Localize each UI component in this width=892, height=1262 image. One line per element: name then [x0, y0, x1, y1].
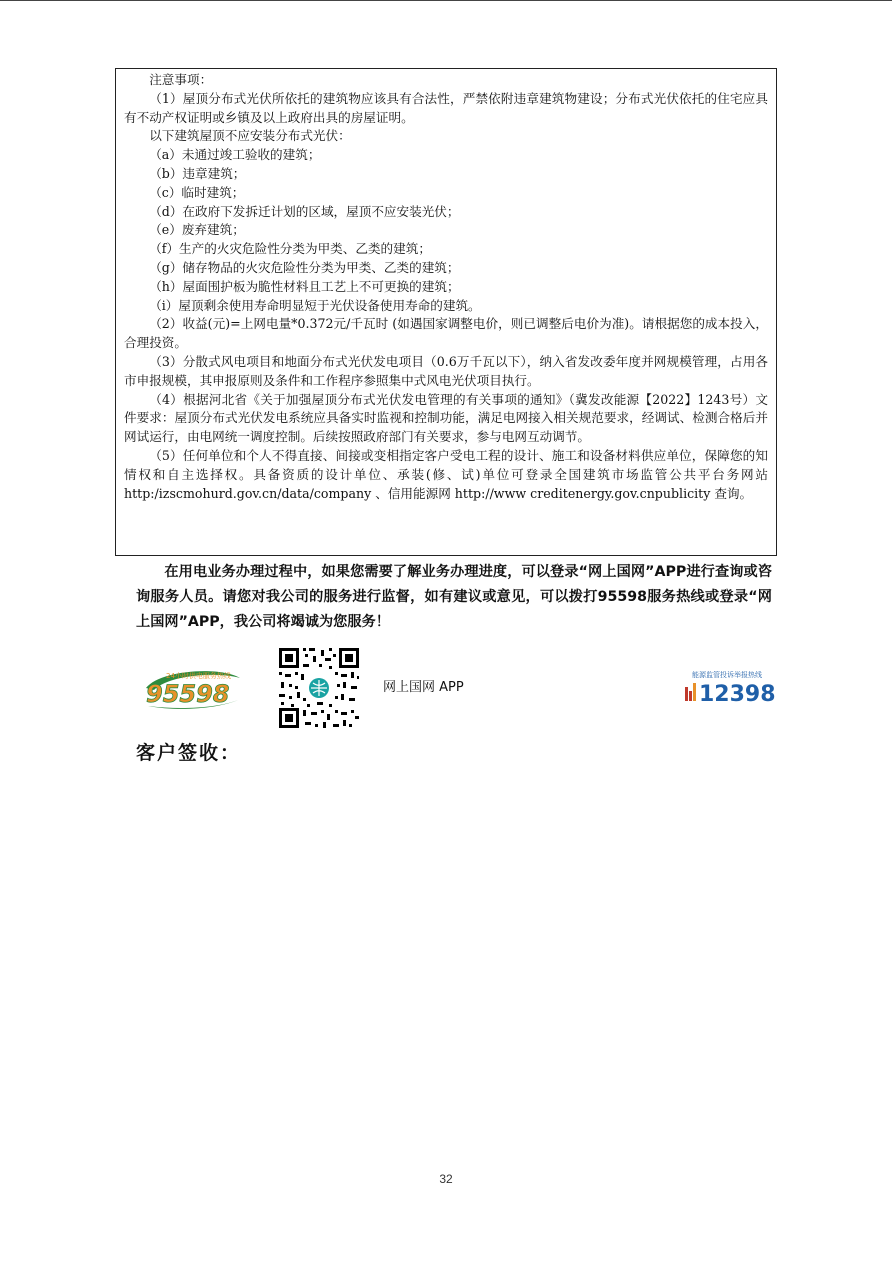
restricted-building-a: （a）未通过竣工验收的建筑； — [149, 147, 321, 163]
notice-title: 注意事项： — [149, 72, 213, 87]
restricted-building-i: （i）屋顶剩余使用寿命明显短于光伏设备使用寿命的建筑。 — [149, 297, 481, 313]
restricted-building-c: （c）临时建筑； — [149, 184, 245, 200]
notice-item-5: （5）任何单位和个人不得直接、间接或变相指定客户受电工程的设计、施工和设备材料供应单位，保障您的知情权和自主选择权。具备资质的设计单位、承装(修、试)单位可登录全国建筑市场监管公共平台务网站 http:/izscmohurd.gov.cn/data/company 、信用能源网 http://www creditenergy.gov.cnpublicity 查询。 — [124, 447, 768, 501]
restricted-building-e: （e）废弃建筑； — [149, 222, 245, 238]
restricted-building-b: （b）违章建筑； — [149, 165, 246, 181]
customer-signature-label: 客户签收： — [136, 742, 242, 764]
notice-item-3: （3）分散式风电项目和地面分布式光伏发电项目（0.6万千瓦以下），纳入省发改委年度并网规模管理，占用各市申报规模，其申报原则及条件和工作程序参照集中式风电光伏项目执行。 — [124, 353, 768, 388]
complaint-12398-logo — [684, 669, 778, 705]
complaint-number: 12398 — [699, 682, 776, 705]
hotline-95598-logo — [140, 668, 244, 710]
notice-item-1: （1）屋顶分布式光伏所依托的建筑物应该具有合法性，严禁依附违章建筑物建设；分布式光伏依托的住宅应具有不动产权证明或乡镇及以上政府出具的房屋证明。 — [124, 90, 768, 125]
wangshang-guowang-qr-code[interactable] — [277, 646, 361, 730]
notice-item-1-subheading: 以下建筑屋顶不应安装分布式光伏： — [149, 128, 351, 144]
restricted-building-h: （h）屋面围护板为脆性材料且工艺上不可更换的建筑； — [149, 278, 460, 294]
energy-regulator-icon — [685, 683, 696, 701]
hotline-tagline: 24小时供电服务热线 — [166, 672, 231, 680]
complaint-tagline: 能源监管投诉举报热线 — [692, 671, 762, 679]
service-intro-text: 在用电业务办理过程中，如果您需要了解业务办理进度，可以登录“网上国网”APP进行查询或咨询服务人员。请您对我公司的服务进行监督，如有建议或意见，可以拨打95598服务热线或登录“网上国网”APP，我公司将竭诚为您服务！ — [136, 564, 772, 630]
page-top-border — [0, 0, 892, 1]
restricted-building-f: （f）生产的火灾危险性分类为甲类、乙类的建筑； — [149, 241, 431, 257]
hotline-number: 95598 — [146, 680, 230, 708]
page-number: 32 — [439, 1172, 453, 1186]
notice-item-4: （4）根据河北省《关于加强屋顶分布式光伏发电管理的有关事项的通知》（冀发改能源【2022】1243号）文件要求：屋顶分布式光伏发电系统应具备实时监视和控制功能，满足电网接入相关规范要求，经调试、检测合格后并网试运行，由电网统一调度控制。后续按照政府部门有关要求，参与电网互动调节。 — [124, 391, 768, 445]
app-label: 网上国网 APP — [383, 680, 464, 695]
notice-item-2: （2）收益(元)=上网电量*0.372元/千瓦时 (如遇国家调整电价，则已调整后电价为准)。请根据您的成本投入，合理投资。 — [124, 316, 768, 351]
restricted-building-g: （g）储存物品的火灾危险性分类为甲类、乙类的建筑； — [149, 259, 460, 275]
service-intro-paragraph — [136, 560, 772, 635]
notice-box — [115, 68, 777, 556]
restricted-building-d: （d）在政府下发拆迁计划的区域，屋顶不应安装光伏； — [149, 203, 460, 219]
